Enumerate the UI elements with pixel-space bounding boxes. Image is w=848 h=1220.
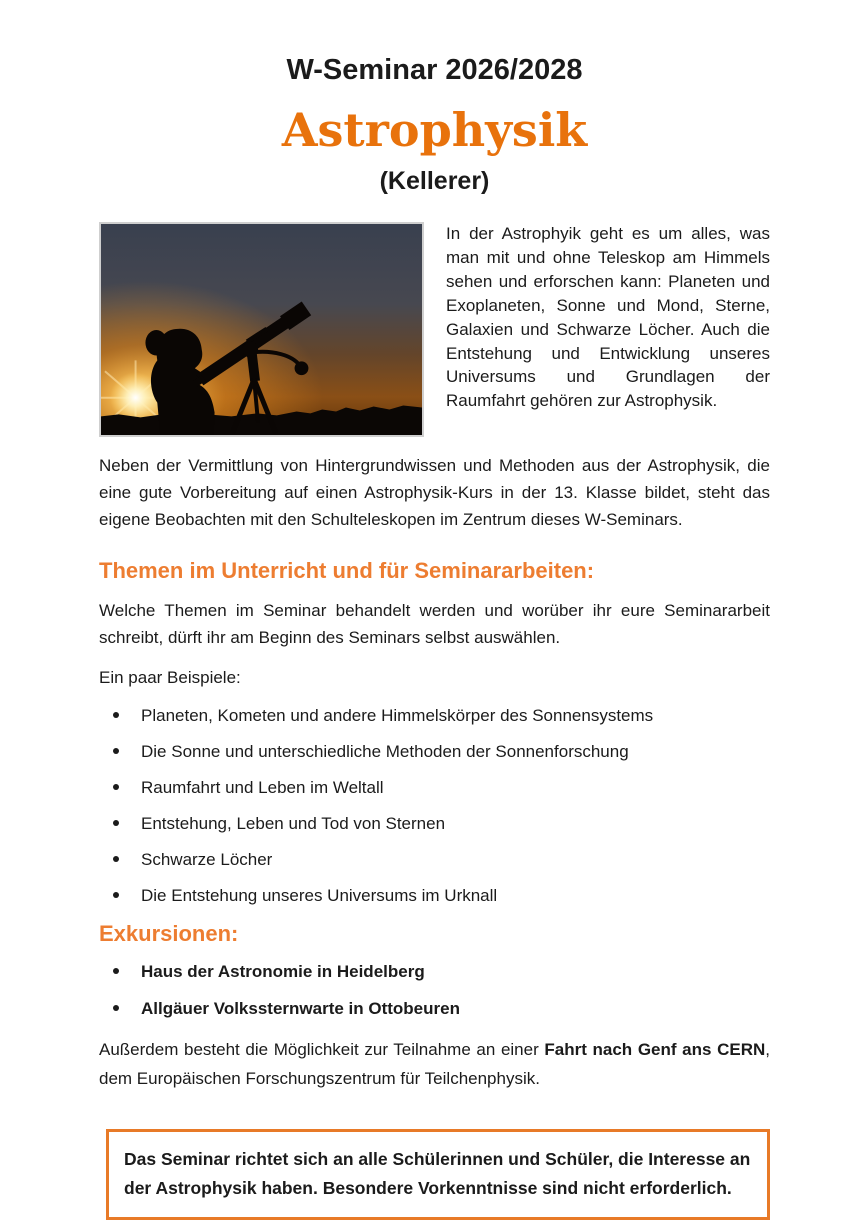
list-item [99, 813, 770, 835]
themen-paragraph: Welche Themen im Seminar behandelt werden und worüber ihr eure Seminararbeit schreibt, dürft ihr am Beginn des Seminars selbst auswählen. [99, 601, 770, 647]
list-item-label: Planeten, Kometen und andere Himmelskörper des Sonnensystems [141, 706, 654, 725]
cern-text-bold: Fahrt nach Genf ans CERN [544, 1040, 766, 1059]
info-box-text: Das Seminar richtet sich an alle Schülerinnen und Schüler, die Interesse an der Astrophysik haben. Besondere Vorkenntnisse sind nicht erforderlich. [124, 1149, 751, 1198]
list-item [99, 998, 770, 1020]
intro-side-text: In der Astrophyik geht es um alles, was man mit und ohne Teleskop am Himmels sehen und erforschen kann: Planeten und Exoplaneten, Sonne und Mond, Sterne, Galaxien und Schwarze Löcher. Auch die Entstehung und Entwicklung unseres Universums und Grundlagen der Raumfahrt gehören zur Astrophysik. [446, 224, 770, 411]
page-title: Astrophysik [281, 103, 588, 157]
themen-bullet-list [99, 705, 770, 907]
bullet-icon [113, 784, 119, 790]
info-box [106, 1129, 770, 1220]
heading-exkursionen: Exkursionen: [99, 921, 239, 946]
list-item-label: Schwarze Löcher [141, 850, 273, 869]
list-item-label: Raumfahrt und Leben im Weltall [141, 778, 384, 797]
teacher-name: (Kellerer) [379, 167, 490, 195]
heading-themen: Themen im Unterricht und für Seminararbeiten: [99, 558, 595, 583]
intro-section [99, 222, 770, 437]
bullet-icon [113, 820, 119, 826]
telescope-sunset-illustration [101, 224, 422, 435]
bullet-icon [113, 712, 119, 718]
list-item [99, 741, 770, 763]
intro-paragraph: Neben der Vermittlung von Hintergrundwissen und Methoden aus der Astrophysik, die eine gute Vorbereitung auf einen Astrophysik-Kurs in der 13. Klasse bildet, steht das eigene Beobachten mit den Schulteleskopen im Zentrum dieses W-Seminars. [99, 456, 770, 529]
list-item [99, 777, 770, 799]
bullet-icon [113, 1005, 119, 1011]
examples-label: Ein paar Beispiele: [99, 668, 241, 687]
list-item-label: Haus der Astronomie in Heidelberg [141, 962, 425, 981]
list-item [99, 849, 770, 871]
bullet-icon [113, 968, 119, 974]
telescope-sunset-photo [99, 222, 424, 437]
list-item-label: Die Sonne und unterschiedliche Methoden der Sonnenforschung [141, 742, 629, 761]
cern-text-suffix: , dem Europäischen Forschungszentrum für Teilchenphysik. [99, 1040, 771, 1088]
bullet-icon [113, 892, 119, 898]
cern-text-prefix: Außerdem besteht die Möglichkeit zur Teilnahme an einer [99, 1040, 545, 1059]
list-item [99, 885, 770, 907]
list-item [99, 961, 770, 983]
bullet-icon [113, 748, 119, 754]
list-item [99, 705, 770, 727]
list-item-label: Entstehung, Leben und Tod von Sternen [141, 814, 446, 833]
list-item-label: Allgäuer Volkssternwarte in Ottobeuren [141, 999, 460, 1018]
bullet-icon [113, 856, 119, 862]
exkursionen-bullet-list [99, 961, 770, 1020]
cern-paragraph [99, 1035, 770, 1093]
list-item-label: Die Entstehung unseres Universums im Urknall [141, 886, 498, 905]
seminar-year-title: W-Seminar 2026/2028 [286, 54, 583, 86]
